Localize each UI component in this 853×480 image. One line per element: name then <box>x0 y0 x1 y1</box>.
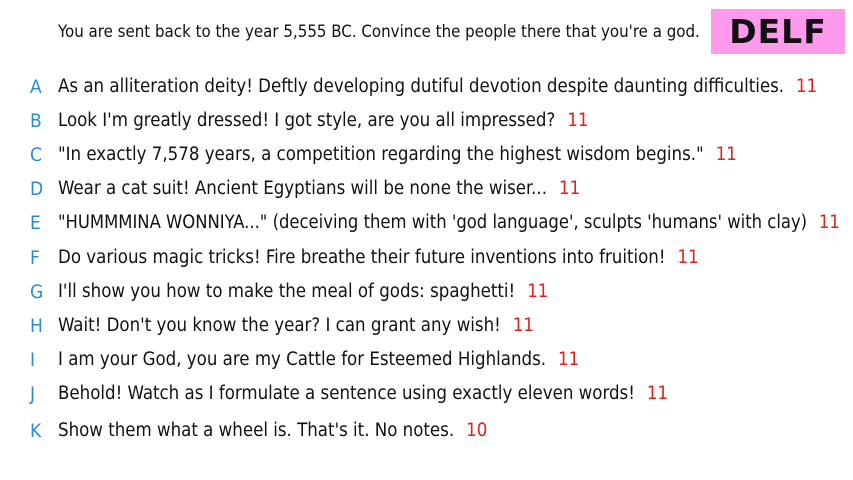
answer-row[interactable] <box>0 313 853 339</box>
answer-text-wrap <box>58 176 580 202</box>
answer-score: 11 <box>527 281 549 302</box>
answer-row[interactable] <box>0 418 853 444</box>
answer-text-wrap <box>58 313 534 339</box>
answer-letter: F <box>30 247 40 269</box>
answer-row[interactable] <box>0 210 853 236</box>
answer-score: 11 <box>677 247 699 268</box>
answer-score: 11 <box>567 110 589 131</box>
answer-score: 11 <box>646 383 669 404</box>
answer-text-wrap <box>58 210 840 236</box>
answer-text: Look I'm greatly dressed! I got style, are you all impressed? <box>58 110 556 131</box>
answer-score: 11 <box>512 315 535 336</box>
answer-text: Wear a cat suit! Ancient Egyptians will be none the wiser... <box>58 178 547 199</box>
answer-row[interactable] <box>0 108 853 134</box>
answer-letter: B <box>30 110 42 132</box>
answer-text-wrap <box>58 142 737 168</box>
answer-text: "HUMMMINA WONNIYA..." (deceiving them with 'god language', sculpts 'humans' with clay) <box>58 212 808 233</box>
answer-text: Do various magic tricks! Fire breathe their future inventions into fruition! <box>58 247 666 268</box>
answer-text-wrap <box>58 418 487 444</box>
answer-text-wrap <box>58 108 589 134</box>
answer-score: 10 <box>466 420 488 441</box>
answer-letter: E <box>30 212 41 234</box>
answer-text-wrap <box>58 279 548 305</box>
answer-letter: G <box>30 281 44 303</box>
answer-text: I'll show you how to make the meal of gods: spaghetti! <box>58 281 516 302</box>
answer-text: Behold! Watch as I formulate a sentence using exactly eleven words! <box>58 383 635 404</box>
answer-letter: C <box>30 144 42 166</box>
team-badge: DELF <box>711 9 845 54</box>
answer-letter: K <box>30 420 42 442</box>
answer-score: 11 <box>559 178 581 199</box>
answer-letter: H <box>30 315 43 337</box>
answer-row[interactable] <box>0 279 853 305</box>
answer-row[interactable] <box>0 74 853 100</box>
answer-text: Wait! Don't you know the year? I can grant any wish! <box>58 315 501 336</box>
answer-score: 11 <box>558 349 580 370</box>
answer-text: I am your God, you are my Cattle for Esteemed Highlands. <box>58 349 547 370</box>
answer-row[interactable] <box>0 245 853 271</box>
answer-row[interactable] <box>0 381 853 407</box>
answer-row[interactable] <box>0 142 853 168</box>
answer-score: 11 <box>796 76 818 97</box>
answer-letter: J <box>30 383 36 405</box>
answer-text: As an alliteration deity! Deftly developing dutiful devotion despite daunting difficulties. <box>58 76 785 97</box>
answer-text-wrap <box>58 381 668 407</box>
answer-text: "In exactly 7,578 years, a competition regarding the highest wisdom begins." <box>58 144 704 165</box>
answer-letter: I <box>30 349 36 371</box>
answer-text-wrap <box>58 347 579 373</box>
answer-score: 11 <box>715 144 737 165</box>
answer-text: Show them what a wheel is. That's it. No notes. <box>58 420 455 441</box>
answer-text-wrap <box>58 245 699 271</box>
answer-letter: D <box>30 178 44 200</box>
answer-row[interactable] <box>0 347 853 373</box>
answer-letter: A <box>30 76 42 98</box>
answer-row[interactable] <box>0 176 853 202</box>
answer-text-wrap <box>58 74 817 100</box>
prompt-text: You are sent back to the year 5,555 BC. Convince the people there that you're a god. <box>58 22 700 42</box>
answer-score: 11 <box>818 212 840 233</box>
